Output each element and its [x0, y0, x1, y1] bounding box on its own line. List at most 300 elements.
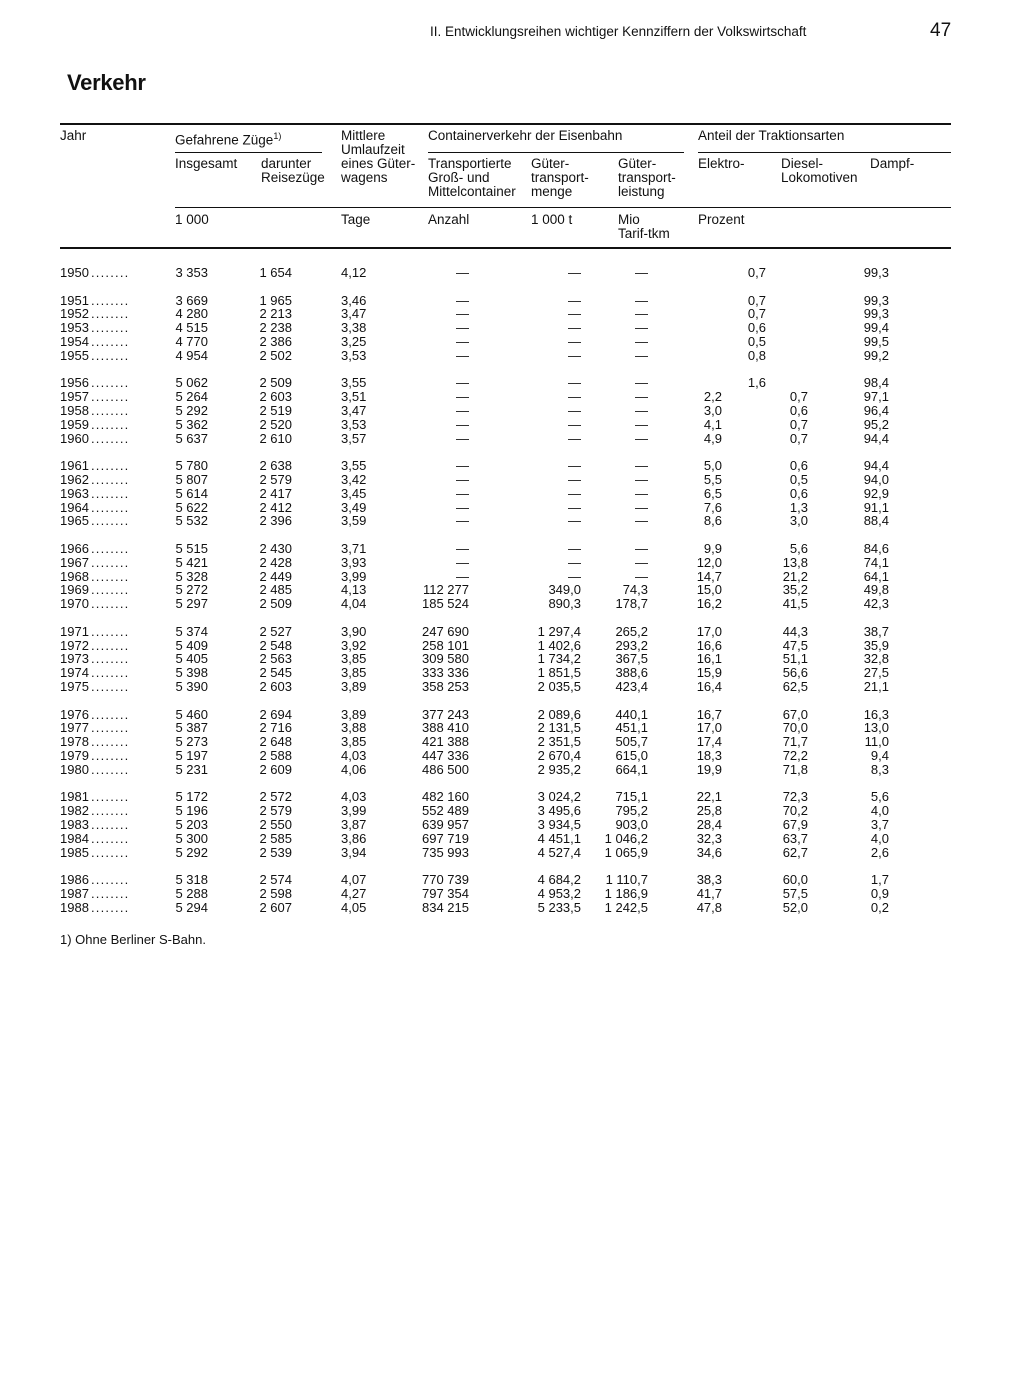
cell-containers: 735 993 — [422, 844, 469, 860]
cell-passenger-trains: 2 607 — [259, 899, 292, 915]
cell-freight-tkm: 265,2 — [615, 623, 648, 639]
cell-freight-tkm: 367,5 — [615, 651, 648, 667]
cell-diesel-share: 67,9 — [782, 817, 808, 832]
cell-trains-total: 5 297 — [175, 596, 208, 612]
cell-freight-tkm: — — [635, 320, 648, 336]
cell-diesel-share: 51,1 — [782, 651, 808, 667]
cell-electric-diesel-combined-share: 1,6 — [747, 375, 766, 391]
cell-year: 1950 — [60, 265, 89, 280]
cell-year: 1954 — [60, 334, 89, 349]
header-transportierte-container: Transportierte Groß- und Mittelcontainer — [428, 156, 516, 199]
cell-passenger-trains: 2 716 — [259, 720, 292, 736]
cell-passenger-trains: 2 574 — [259, 872, 292, 888]
cell-freight-tkm: 715,1 — [615, 789, 648, 805]
header-containerverkehr: Containerverkehr der Eisenbahn — [428, 128, 623, 143]
cell-electric-share: 18,3 — [696, 748, 722, 763]
cell-steam-share: 99,2 — [863, 347, 889, 363]
cell-trains-total: 5 197 — [175, 748, 208, 763]
cell-freight-tonnage: — — [568, 513, 581, 529]
cell-passenger-trains: 2 485 — [259, 582, 292, 598]
cell-trains-total: 5 807 — [175, 472, 208, 487]
cell-diesel-share: 3,0 — [789, 513, 808, 529]
cell-containers: — — [456, 568, 469, 584]
header-gueterverkehrsleistung: Güter- transport- leistung — [618, 156, 676, 199]
cell-year: 1980 — [60, 761, 89, 777]
cell-wagon-turnaround: 3,87 — [341, 817, 367, 832]
cell-diesel-share: 0,6 — [789, 485, 808, 501]
cell-containers: 482 160 — [422, 789, 469, 805]
cell-year-leader: ........ — [91, 679, 130, 694]
cell-year-leader: ........ — [91, 416, 130, 432]
cell-year-leader: ........ — [91, 706, 130, 722]
cell-trains-total: 5 288 — [175, 886, 208, 901]
header-traktionsarten: Anteil der Traktionsarten — [698, 128, 845, 143]
cell-wagon-turnaround: 4,12 — [341, 265, 367, 280]
cell-trains-total: 5 273 — [175, 734, 208, 750]
cell-steam-share: 3,7 — [870, 817, 889, 832]
cell-wagon-turnaround: 4,03 — [341, 748, 367, 763]
cell-year-leader: ........ — [91, 513, 130, 529]
cell-year-leader: ........ — [91, 637, 130, 653]
cell-freight-tkm: — — [635, 568, 648, 584]
cell-year: 1960 — [60, 430, 89, 446]
cell-year: 1981 — [60, 789, 89, 805]
unit-umlaufzeit: Tage — [341, 212, 371, 227]
cell-freight-tkm: — — [635, 334, 648, 349]
cell-steam-share: 42,3 — [863, 596, 889, 612]
cell-trains-total: 3 353 — [175, 265, 208, 280]
cell-steam-share: 94,4 — [863, 458, 889, 474]
cell-electric-share: 19,9 — [696, 761, 722, 777]
cell-passenger-trains: 2 509 — [259, 375, 292, 391]
cell-containers: — — [456, 472, 469, 487]
cell-wagon-turnaround: 3,99 — [341, 568, 367, 584]
cell-freight-tonnage: 3 934,5 — [537, 817, 581, 832]
cell-electric-share: 15,0 — [696, 582, 722, 598]
cell-containers: 552 489 — [422, 803, 469, 819]
cell-freight-tkm: — — [635, 292, 648, 308]
cell-wagon-turnaround: 3,89 — [341, 706, 367, 722]
running-header: II. Entwicklungsreihen wichtiger Kennziffern der Volkswirtschaft — [430, 24, 807, 39]
cell-wagon-turnaround: 3,47 — [341, 306, 367, 322]
cell-electric-share: 17,0 — [696, 623, 722, 639]
cell-trains-total: 3 669 — [175, 292, 208, 308]
cell-containers: — — [456, 499, 469, 515]
unit-leistung: Mio Tarif-tkm — [618, 212, 670, 241]
cell-passenger-trains: 2 603 — [259, 679, 292, 694]
cell-freight-tonnage: 4 527,4 — [537, 844, 581, 860]
cell-electric-share: 38,3 — [696, 872, 722, 888]
cell-electric-share: 16,7 — [696, 706, 722, 722]
cell-containers: 639 957 — [422, 817, 469, 832]
cell-electric-share: 17,0 — [696, 720, 722, 736]
cell-wagon-turnaround: 3,55 — [341, 375, 367, 391]
unit-menge: 1 000 t — [531, 212, 573, 227]
cell-year-leader: ........ — [91, 582, 130, 598]
cell-containers: 421 388 — [422, 734, 469, 750]
cell-wagon-turnaround: 3,90 — [341, 623, 367, 639]
cell-steam-share: 8,3 — [870, 761, 889, 777]
cell-steam-share: 84,6 — [863, 541, 889, 556]
cell-electric-share: 5,5 — [703, 472, 722, 487]
cell-trains-total: 5 318 — [175, 872, 208, 888]
cell-freight-tonnage: 1 297,4 — [537, 623, 581, 639]
cell-containers: 797 354 — [422, 886, 469, 901]
cell-year: 1983 — [60, 817, 89, 832]
cell-passenger-trains: 2 579 — [259, 803, 292, 819]
cell-freight-tonnage: 3 024,2 — [537, 789, 581, 805]
cell-freight-tonnage: — — [568, 416, 581, 432]
cell-freight-tonnage: — — [568, 568, 581, 584]
cell-year-leader: ........ — [91, 375, 130, 391]
cell-steam-share: 99,3 — [863, 265, 889, 280]
cell-steam-share: 5,6 — [870, 789, 889, 805]
cell-electric-share: 14,7 — [696, 568, 722, 584]
cell-year-leader: ........ — [91, 817, 130, 832]
cell-trains-total: 5 390 — [175, 679, 208, 694]
cell-year: 1976 — [60, 706, 89, 722]
cell-freight-tkm: — — [635, 265, 648, 280]
cell-trains-total: 5 203 — [175, 817, 208, 832]
header-diesel: Diesel- Lokomotiven — [781, 156, 858, 185]
cell-passenger-trains: 2 563 — [259, 651, 292, 667]
cell-passenger-trains: 2 213 — [259, 306, 292, 322]
cell-wagon-turnaround: 3,93 — [341, 554, 367, 570]
cell-year: 1965 — [60, 513, 89, 529]
cell-year-leader: ........ — [91, 734, 130, 750]
cell-diesel-share: 47,5 — [782, 637, 808, 653]
cell-passenger-trains: 2 412 — [259, 499, 292, 515]
cell-diesel-share: 71,8 — [782, 761, 808, 777]
cell-trains-total: 5 460 — [175, 706, 208, 722]
cell-freight-tkm: 505,7 — [615, 734, 648, 750]
cell-year: 1951 — [60, 292, 89, 308]
cell-diesel-share: 1,3 — [789, 499, 808, 515]
cell-diesel-share: 56,6 — [782, 665, 808, 681]
cell-passenger-trains: 2 638 — [259, 458, 292, 474]
cell-steam-share: 32,8 — [863, 651, 889, 667]
cell-containers: 697 719 — [422, 830, 469, 846]
cell-passenger-trains: 2 550 — [259, 817, 292, 832]
cell-trains-total: 5 637 — [175, 430, 208, 446]
unit-zuege: 1 000 — [175, 212, 209, 227]
cell-year: 1984 — [60, 830, 89, 846]
cell-containers: 377 243 — [422, 706, 469, 722]
cell-trains-total: 5 196 — [175, 803, 208, 819]
cell-freight-tkm: — — [635, 458, 648, 474]
header-insgesamt: Insgesamt — [175, 156, 238, 171]
cell-wagon-turnaround: 3,85 — [341, 734, 367, 750]
cell-diesel-share: 5,6 — [789, 541, 808, 556]
cell-year-leader: ........ — [91, 334, 130, 349]
cell-freight-tkm: 440,1 — [615, 706, 648, 722]
cell-passenger-trains: 2 396 — [259, 513, 292, 529]
cell-diesel-share: 62,7 — [782, 844, 808, 860]
cell-year-leader: ........ — [91, 623, 130, 639]
cell-electric-share: 7,6 — [703, 499, 722, 515]
cell-trains-total: 5 387 — [175, 720, 208, 736]
cell-electric-share: 9,9 — [703, 541, 722, 556]
cell-passenger-trains: 2 598 — [259, 886, 292, 901]
cell-year-leader: ........ — [91, 347, 130, 363]
cell-year: 1971 — [60, 623, 89, 639]
header-umlaufzeit: Mittlere Umlaufzeit eines Güter- wagens — [341, 128, 416, 185]
cell-steam-share: 16,3 — [863, 706, 889, 722]
cell-electric-share: 32,3 — [696, 830, 722, 846]
cell-diesel-share: 71,7 — [782, 734, 808, 750]
cell-containers: 247 690 — [422, 623, 469, 639]
unit-container: Anzahl — [428, 212, 470, 227]
cell-freight-tkm: 74,3 — [622, 582, 648, 598]
cell-year-leader: ........ — [91, 596, 130, 612]
cell-containers: — — [456, 458, 469, 474]
cell-wagon-turnaround: 3,46 — [341, 292, 367, 308]
cell-diesel-share: 0,6 — [789, 403, 808, 418]
cell-freight-tonnage: 890,3 — [548, 596, 581, 612]
cell-passenger-trains: 2 428 — [259, 554, 292, 570]
cell-trains-total: 5 780 — [175, 458, 208, 474]
cell-steam-share: 38,7 — [863, 623, 889, 639]
cell-wagon-turnaround: 4,04 — [341, 596, 367, 612]
cell-trains-total: 5 398 — [175, 665, 208, 681]
cell-freight-tkm: — — [635, 416, 648, 432]
cell-trains-total: 5 231 — [175, 761, 208, 777]
cell-trains-total: 5 362 — [175, 416, 208, 432]
cell-year-leader: ........ — [91, 292, 130, 308]
cell-year-leader: ........ — [91, 872, 130, 888]
cell-electric-share: 16,2 — [696, 596, 722, 612]
cell-trains-total: 4 515 — [175, 320, 208, 336]
cell-containers: 185 524 — [422, 596, 469, 612]
cell-freight-tonnage: 2 935,2 — [537, 761, 581, 777]
cell-freight-tonnage: — — [568, 472, 581, 487]
cell-containers: — — [456, 416, 469, 432]
cell-containers: — — [456, 320, 469, 336]
cell-freight-tkm: 423,4 — [615, 679, 648, 694]
cell-freight-tkm: 903,0 — [615, 817, 648, 832]
cell-diesel-share: 0,7 — [789, 430, 808, 446]
cell-passenger-trains: 2 545 — [259, 665, 292, 681]
cell-diesel-share: 0,7 — [789, 416, 808, 432]
cell-freight-tkm: — — [635, 403, 648, 418]
cell-year: 1967 — [60, 554, 89, 570]
cell-electric-share: 5,0 — [703, 458, 722, 474]
cell-steam-share: 97,1 — [863, 389, 889, 405]
cell-steam-share: 4,0 — [870, 803, 889, 819]
cell-passenger-trains: 2 519 — [259, 403, 292, 418]
cell-year: 1988 — [60, 899, 89, 915]
cell-electric-share: 16,6 — [696, 637, 722, 653]
cell-year: 1959 — [60, 416, 89, 432]
cell-freight-tonnage: — — [568, 265, 581, 280]
cell-year: 1982 — [60, 803, 89, 819]
cell-diesel-share: 41,5 — [782, 596, 808, 612]
cell-passenger-trains: 2 520 — [259, 416, 292, 432]
cell-steam-share: 4,0 — [870, 830, 889, 846]
cell-wagon-turnaround: 3,99 — [341, 803, 367, 819]
cell-freight-tonnage: 2 131,5 — [537, 720, 581, 736]
cell-year: 1977 — [60, 720, 89, 736]
cell-freight-tonnage: — — [568, 375, 581, 391]
cell-diesel-share: 67,0 — [782, 706, 808, 722]
cell-trains-total: 4 280 — [175, 306, 208, 322]
header-gueterverkehrsmenge: Güter- transport- menge — [531, 156, 589, 199]
cell-diesel-share: 70,2 — [782, 803, 808, 819]
cell-freight-tkm: — — [635, 347, 648, 363]
cell-freight-tonnage: — — [568, 458, 581, 474]
cell-containers: 388 410 — [422, 720, 469, 736]
cell-electric-share: 47,8 — [696, 899, 722, 915]
cell-passenger-trains: 2 694 — [259, 706, 292, 722]
cell-year-leader: ........ — [91, 458, 130, 474]
cell-year: 1969 — [60, 582, 89, 598]
cell-trains-total: 5 409 — [175, 637, 208, 653]
cell-wagon-turnaround: 3,49 — [341, 499, 367, 515]
cell-freight-tonnage: 4 953,2 — [537, 886, 581, 901]
cell-wagon-turnaround: 3,25 — [341, 334, 367, 349]
cell-year: 1953 — [60, 320, 89, 336]
cell-steam-share: 0,2 — [870, 899, 889, 915]
cell-freight-tonnage: 5 233,5 — [537, 899, 581, 915]
cell-freight-tonnage: — — [568, 320, 581, 336]
cell-freight-tonnage: 1 734,2 — [537, 651, 581, 667]
cell-steam-share: 49,8 — [863, 582, 889, 598]
cell-trains-total: 5 374 — [175, 623, 208, 639]
cell-freight-tonnage: — — [568, 334, 581, 349]
footnote: 1) Ohne Berliner S-Bahn. — [60, 932, 206, 947]
cell-wagon-turnaround: 3,51 — [341, 389, 367, 405]
cell-year: 1966 — [60, 541, 89, 556]
cell-diesel-share: 72,2 — [782, 748, 808, 763]
cell-trains-total: 5 421 — [175, 554, 208, 570]
cell-freight-tonnage: — — [568, 430, 581, 446]
cell-steam-share: 1,7 — [870, 872, 889, 888]
cell-year-leader: ........ — [91, 554, 130, 570]
cell-electric-diesel-combined-share: 0,7 — [747, 265, 766, 280]
cell-diesel-share: 72,3 — [782, 789, 808, 805]
cell-passenger-trains: 2 610 — [259, 430, 292, 446]
cell-steam-share: 35,9 — [863, 637, 889, 653]
cell-freight-tkm: — — [635, 541, 648, 556]
cell-freight-tkm: 1 242,5 — [604, 899, 648, 915]
cell-year: 1986 — [60, 872, 89, 888]
cell-containers: — — [456, 485, 469, 501]
cell-freight-tonnage: 2 351,5 — [537, 734, 581, 750]
cell-steam-share: 98,4 — [863, 375, 889, 391]
cell-trains-total: 5 405 — [175, 651, 208, 667]
cell-containers: — — [456, 334, 469, 349]
cell-containers: — — [456, 389, 469, 405]
cell-freight-tkm: 664,1 — [615, 761, 648, 777]
cell-electric-share: 6,5 — [703, 485, 722, 501]
cell-year: 1952 — [60, 306, 89, 322]
cell-year-leader: ........ — [91, 748, 130, 763]
cell-wagon-turnaround: 4,03 — [341, 789, 367, 805]
cell-trains-total: 4 770 — [175, 334, 208, 349]
cell-year: 1957 — [60, 389, 89, 405]
cell-steam-share: 92,9 — [863, 485, 889, 501]
cell-freight-tkm: — — [635, 513, 648, 529]
cell-year: 1964 — [60, 499, 89, 515]
cell-electric-share: 12,0 — [696, 554, 722, 570]
cell-wagon-turnaround: 3,85 — [341, 651, 367, 667]
cell-passenger-trains: 2 579 — [259, 472, 292, 487]
cell-freight-tkm: 293,2 — [615, 637, 648, 653]
cell-electric-diesel-combined-share: 0,8 — [747, 347, 766, 363]
cell-freight-tkm: 1 046,2 — [604, 830, 648, 846]
cell-freight-tkm: — — [635, 472, 648, 487]
cell-freight-tonnage: 3 495,6 — [537, 803, 581, 819]
cell-steam-share: 91,1 — [863, 499, 889, 515]
cell-steam-share: 99,5 — [863, 334, 889, 349]
cell-steam-share: 99,3 — [863, 306, 889, 322]
cell-trains-total: 4 954 — [175, 347, 208, 363]
cell-freight-tonnage: — — [568, 347, 581, 363]
cell-wagon-turnaround: 4,13 — [341, 582, 367, 598]
cell-freight-tonnage: — — [568, 403, 581, 418]
cell-year-leader: ........ — [91, 899, 130, 915]
cell-freight-tonnage: 1 402,6 — [537, 637, 581, 653]
cell-freight-tkm: — — [635, 430, 648, 446]
cell-passenger-trains: 2 386 — [259, 334, 292, 349]
cell-year: 1955 — [60, 347, 89, 363]
header-darunter-reisezuege: darunter Reisezüge — [261, 156, 325, 185]
cell-wagon-turnaround: 3,53 — [341, 347, 367, 363]
cell-freight-tonnage: — — [568, 554, 581, 570]
cell-year: 1987 — [60, 886, 89, 901]
cell-trains-total: 5 300 — [175, 830, 208, 846]
cell-trains-total: 5 328 — [175, 568, 208, 584]
cell-year-leader: ........ — [91, 568, 130, 584]
cell-freight-tonnage: — — [568, 485, 581, 501]
cell-steam-share: 9,4 — [870, 748, 889, 763]
cell-diesel-share: 63,7 — [782, 830, 808, 846]
cell-passenger-trains: 2 417 — [259, 485, 292, 501]
cell-electric-diesel-combined-share: 0,6 — [747, 320, 766, 336]
cell-year: 1985 — [60, 844, 89, 860]
cell-steam-share: 74,1 — [863, 554, 889, 570]
cell-trains-total: 5 532 — [175, 513, 208, 529]
header-dampf: Dampf- — [870, 156, 915, 171]
cell-passenger-trains: 2 548 — [259, 637, 292, 653]
cell-passenger-trains: 1 654 — [259, 265, 292, 280]
cell-passenger-trains: 2 430 — [259, 541, 292, 556]
header-gefahrene-zuege-footnote-ref: 1) — [273, 131, 282, 141]
cell-electric-share: 4,1 — [703, 416, 722, 432]
cell-wagon-turnaround: 3,89 — [341, 679, 367, 694]
cell-year-leader: ........ — [91, 830, 130, 846]
cell-year: 1972 — [60, 637, 89, 653]
cell-passenger-trains: 2 609 — [259, 761, 292, 777]
cell-year-leader: ........ — [91, 430, 130, 446]
cell-electric-share: 16,4 — [696, 679, 722, 694]
cell-year: 1974 — [60, 665, 89, 681]
cell-freight-tonnage: 2 089,6 — [537, 706, 581, 722]
unit-anteil: Prozent — [698, 212, 745, 227]
cell-passenger-trains: 2 238 — [259, 320, 292, 336]
cell-year-leader: ........ — [91, 651, 130, 667]
cell-trains-total: 5 294 — [175, 899, 208, 915]
cell-electric-share: 2,2 — [703, 389, 722, 405]
cell-steam-share: 95,2 — [863, 416, 889, 432]
cell-electric-diesel-combined-share: 0,5 — [747, 334, 766, 349]
cell-electric-share: 8,6 — [703, 513, 722, 529]
cell-passenger-trains: 2 539 — [259, 844, 292, 860]
cell-passenger-trains: 2 572 — [259, 789, 292, 805]
cell-containers: — — [456, 403, 469, 418]
cell-electric-share: 17,4 — [696, 734, 722, 750]
cell-passenger-trains: 2 585 — [259, 830, 292, 846]
